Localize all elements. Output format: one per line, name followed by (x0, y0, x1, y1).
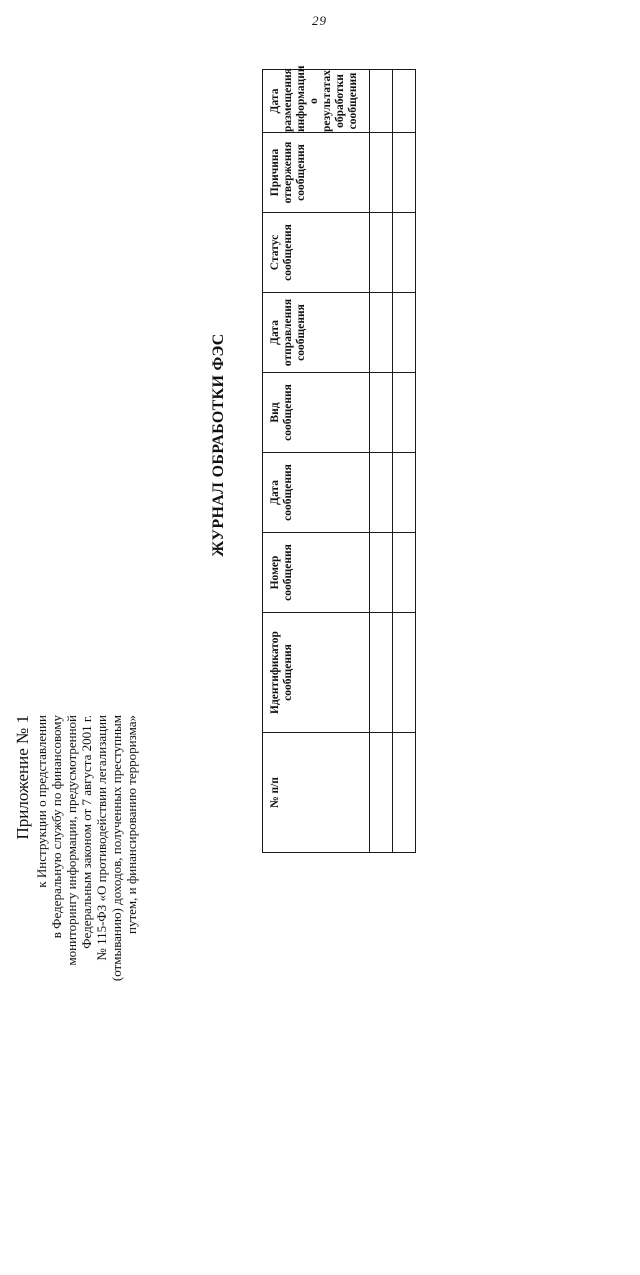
table-cell (393, 133, 416, 213)
table-cell (370, 373, 393, 453)
table-cell (370, 733, 393, 853)
table-cell (370, 213, 393, 293)
table-cell (370, 133, 393, 213)
appendix-line: Федеральным законом от 7 августа 2001 г. (79, 715, 94, 949)
appendix-line: к Инструкции о представлении (34, 715, 49, 888)
appendix-block (12, 715, 139, 1275)
header-row (263, 70, 370, 853)
table-cell (393, 613, 416, 733)
header-cell: Статус сообщения (263, 213, 370, 293)
table-cell (370, 613, 393, 733)
header-cell: Дата отправления сообщения (263, 293, 370, 373)
table-cell (393, 70, 416, 133)
header-cell: № п/п (263, 733, 370, 853)
table-row (393, 70, 416, 853)
header-cell: Вид сообщения (263, 373, 370, 453)
table-cell (393, 293, 416, 373)
appendix-title: Приложение № 1 (13, 715, 32, 840)
header-cell: Номер сообщения (263, 533, 370, 613)
journal-table (262, 65, 416, 853)
table-cell (393, 373, 416, 453)
table-cell (370, 453, 393, 533)
appendix-line: (отмыванию) доходов, полученных преступным (109, 715, 124, 982)
table-cell (370, 70, 393, 133)
table-cell (370, 293, 393, 373)
table-cell (393, 733, 416, 853)
appendix-line: мониторингу информации, предусмотренной (64, 715, 79, 966)
table-cell (370, 533, 393, 613)
table-cell (393, 453, 416, 533)
header-cell: Дата сообщения (263, 453, 370, 533)
table-row (370, 70, 393, 853)
appendix-line: в Федеральную службу по финансовому (49, 715, 64, 939)
journal-title: ЖУРНАЛ ОБРАБОТКИ ФЭС (210, 333, 227, 557)
page-number: 29 (312, 13, 327, 28)
header-cell: Дата размещения информации о результатах обработки сообщения (263, 70, 370, 133)
header-cell: Идентификатор сообщения (263, 613, 370, 733)
appendix-line: № 115-ФЗ «О противодействии легализации (94, 715, 109, 961)
table-cell (393, 533, 416, 613)
appendix-line: путем, и финансированию терроризма» (124, 715, 139, 935)
table-cell (393, 213, 416, 293)
header-cell: Причина отвержения сообщения (263, 133, 370, 213)
